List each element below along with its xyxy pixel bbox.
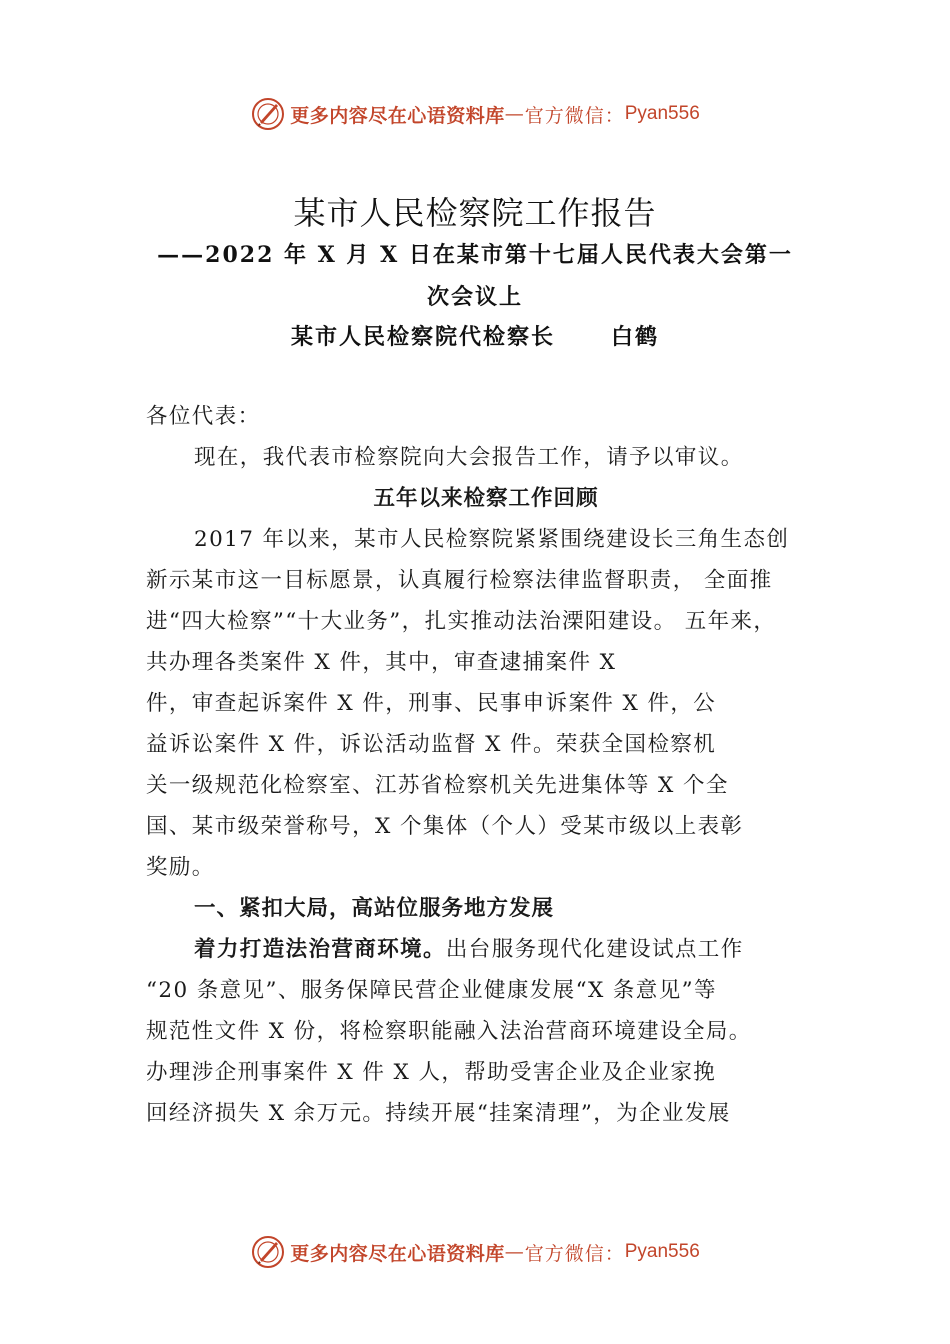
report-subtitle-line2: 次会议上 bbox=[426, 284, 523, 310]
review-line: 2017 年以来，某市人民检察院紧紧围绕建设长三角生态创 bbox=[194, 527, 790, 552]
review-line: 进“四大检察”“十大业务”，扎实推动法治溧阳建设。 五年来， bbox=[146, 609, 777, 634]
watermark-title: 更多内容尽在心语资料库 bbox=[290, 104, 505, 127]
watermark-wechat-label: 官方微信： bbox=[524, 104, 625, 127]
report-title: 某市人民检察院工作报告 bbox=[293, 194, 657, 232]
review-line: 奖励。 bbox=[146, 855, 215, 880]
review-line: 件，审查起诉案件 X 件，刑事、民事申诉案件 X 件，公 bbox=[146, 691, 717, 716]
section-title: 五年以来检察工作回顾 bbox=[373, 486, 599, 511]
review-line: 关一级规范化检察室、江苏省检察机关先进集体等 X 个全 bbox=[146, 773, 729, 798]
watermark-dash: — bbox=[504, 103, 525, 125]
review-line: 共办理各类案件 X 件，其中，审查逮捕案件 X bbox=[146, 650, 617, 675]
paragraph-line: “20 条意见”、服务保障民营企业健康发展“X 条意见”等 bbox=[146, 978, 717, 1003]
watermark-wechat-label: 官方微信： bbox=[524, 1242, 625, 1265]
paragraph-line: 办理涉企刑事案件 X 件 X 人，帮助受害企业及企业家挽 bbox=[146, 1060, 717, 1085]
paragraph-lead: 着力打造法治营商环境。 bbox=[194, 937, 446, 962]
report-body bbox=[146, 396, 826, 1134]
speaker-name: 白鹤 bbox=[611, 324, 660, 350]
paragraph-first-rest: 出台服务现代化建设试点工作 bbox=[445, 937, 744, 962]
paragraph-line: 回经济损失 X 余万元。持续开展“挂案清理”，为企业发展 bbox=[146, 1101, 731, 1126]
watermark-wechat-id: Pyan556 bbox=[624, 103, 700, 124]
review-paragraph bbox=[146, 519, 826, 888]
review-line: 国、某市级荣誉称号，X 个集体（个人）受某市级以上表彰 bbox=[146, 814, 744, 839]
review-line: 新示某市这一目标愿景，认真履行检察法律监督职责， 全面推 bbox=[146, 568, 773, 593]
report-speaker bbox=[0, 320, 950, 351]
speaker-role: 某市人民检察院代检察长 bbox=[290, 324, 555, 350]
logo-icon bbox=[250, 1234, 286, 1270]
section-heading-one: 一、紧扣大局，高站位服务地方发展 bbox=[194, 896, 555, 921]
watermark-title: 更多内容尽在心语资料库 bbox=[290, 1242, 505, 1265]
paragraph-line: 规范性文件 X 份，将检察职能融入法治营商环境建设全局。 bbox=[146, 1019, 752, 1044]
report-subtitle-line1: ——2022 年 X 月 X 日在某市第十七届人民代表大会第一 bbox=[157, 242, 793, 268]
paragraph-first-line bbox=[146, 929, 826, 970]
opening-paragraph: 现在，我代表市检察院向大会报告工作，请予以审议。 bbox=[194, 445, 744, 470]
watermark-banner-bottom bbox=[0, 1232, 950, 1272]
watermark-dash: — bbox=[504, 1241, 525, 1263]
review-line: 益诉讼案件 X 件，诉讼活动监督 X 件。荣获全国检察机 bbox=[146, 732, 717, 757]
business-environment-paragraph bbox=[146, 929, 826, 1134]
salutation: 各位代表： bbox=[146, 404, 261, 429]
watermark-wechat-id: Pyan556 bbox=[624, 1241, 700, 1262]
logo-icon bbox=[250, 96, 286, 132]
watermark-banner-top bbox=[0, 94, 950, 134]
